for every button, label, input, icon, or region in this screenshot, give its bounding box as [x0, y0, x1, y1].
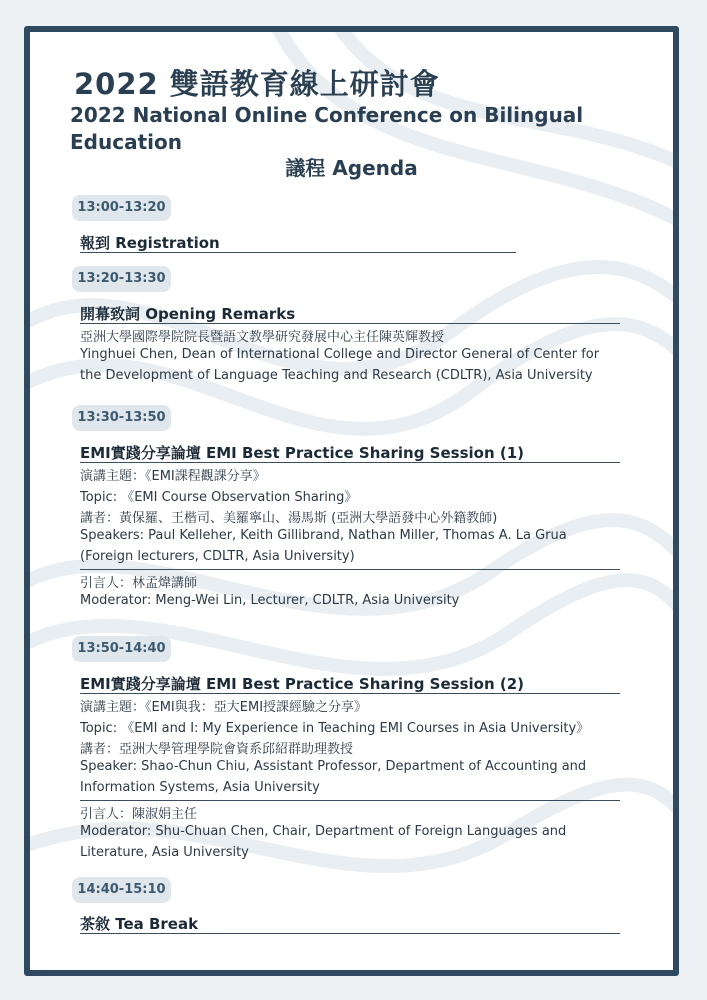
conference-title-zh: 2022 雙語教育線上研討會: [74, 67, 440, 101]
session-title: EMI實踐分享論壇 EMI Best Practice Sharing Session (1): [80, 444, 524, 462]
topic-zh: 演講主題：《EMI與我：亞大EMI授課經驗之分享》: [80, 700, 368, 715]
speaker-zh: 講者：黃保羅、王楷司、美羅寧山、湯馬斯 (亞洲大學語發中心外籍教師): [80, 511, 498, 526]
speaker-en: the Development of Language Teaching and Research (CDLTR), Asia University: [80, 368, 593, 383]
topic-zh: 演講主題：《EMI課程觀課分享》: [80, 469, 266, 484]
speaker-zh: 亞洲大學國際學院院長暨語文教學研究發展中心主任陳英輝教授: [80, 330, 445, 345]
divider: [80, 693, 620, 694]
moderator-zh: 引言人：陳淑娟主任: [80, 807, 198, 822]
moderator-zh: 引言人：林孟煒講師: [80, 576, 198, 591]
divider: [80, 323, 620, 324]
divider: [80, 252, 516, 253]
time-badge: 14:40-15:10: [72, 877, 171, 903]
speaker-en: (Foreign lecturers, CDLTR, Asia University): [80, 549, 355, 564]
time-badge: 13:00-13:20: [72, 195, 171, 221]
session-title: 開幕致詞 Opening Remarks: [80, 305, 296, 323]
time-badge: 13:50-14:40: [72, 636, 171, 662]
time-badge: 13:30-13:50: [72, 405, 171, 431]
speaker-en: Information Systems, Asia University: [80, 780, 320, 795]
conference-title-en: 2022 National Online Conference on Bilingual Education: [70, 103, 584, 154]
session-title: 報到 Registration: [80, 234, 220, 252]
speaker-en: Speakers: Paul Kelleher, Keith Gillibrand, Nathan Miller, Thomas A. La Grua: [80, 528, 567, 543]
time-badge: 13:20-13:30: [72, 266, 171, 292]
moderator-en: Moderator: Shu-Chuan Chen, Chair, Department of Foreign Languages and: [80, 824, 567, 839]
divider: [80, 800, 620, 801]
divider: [80, 462, 620, 463]
topic-en: Topic: 《EMI and I: My Experience in Teaching EMI Courses in Asia University》: [80, 721, 590, 736]
speaker-en: Speaker: Shao-Chun Chiu, Assistant Professor, Department of Accounting and: [80, 759, 587, 774]
page-frame: [24, 26, 679, 976]
divider: [80, 569, 620, 570]
topic-en: Topic: 《EMI Course Observation Sharing》: [80, 490, 358, 505]
speaker-en: Yinghuei Chen, Dean of International College and Director General of Center for: [80, 347, 600, 362]
divider: [80, 933, 620, 934]
session-title: 茶敘 Tea Break: [80, 915, 199, 933]
moderator-en: Literature, Asia University: [80, 845, 249, 860]
session-title: EMI實踐分享論壇 EMI Best Practice Sharing Session (2): [80, 675, 524, 693]
speaker-zh: 講者：亞洲大學管理學院會資系邱紹群助理教授: [80, 742, 354, 757]
agenda-heading: 議程 Agenda: [285, 156, 418, 180]
moderator-en: Moderator: Meng-Wei Lin, Lecturer, CDLTR, Asia University: [80, 593, 460, 608]
